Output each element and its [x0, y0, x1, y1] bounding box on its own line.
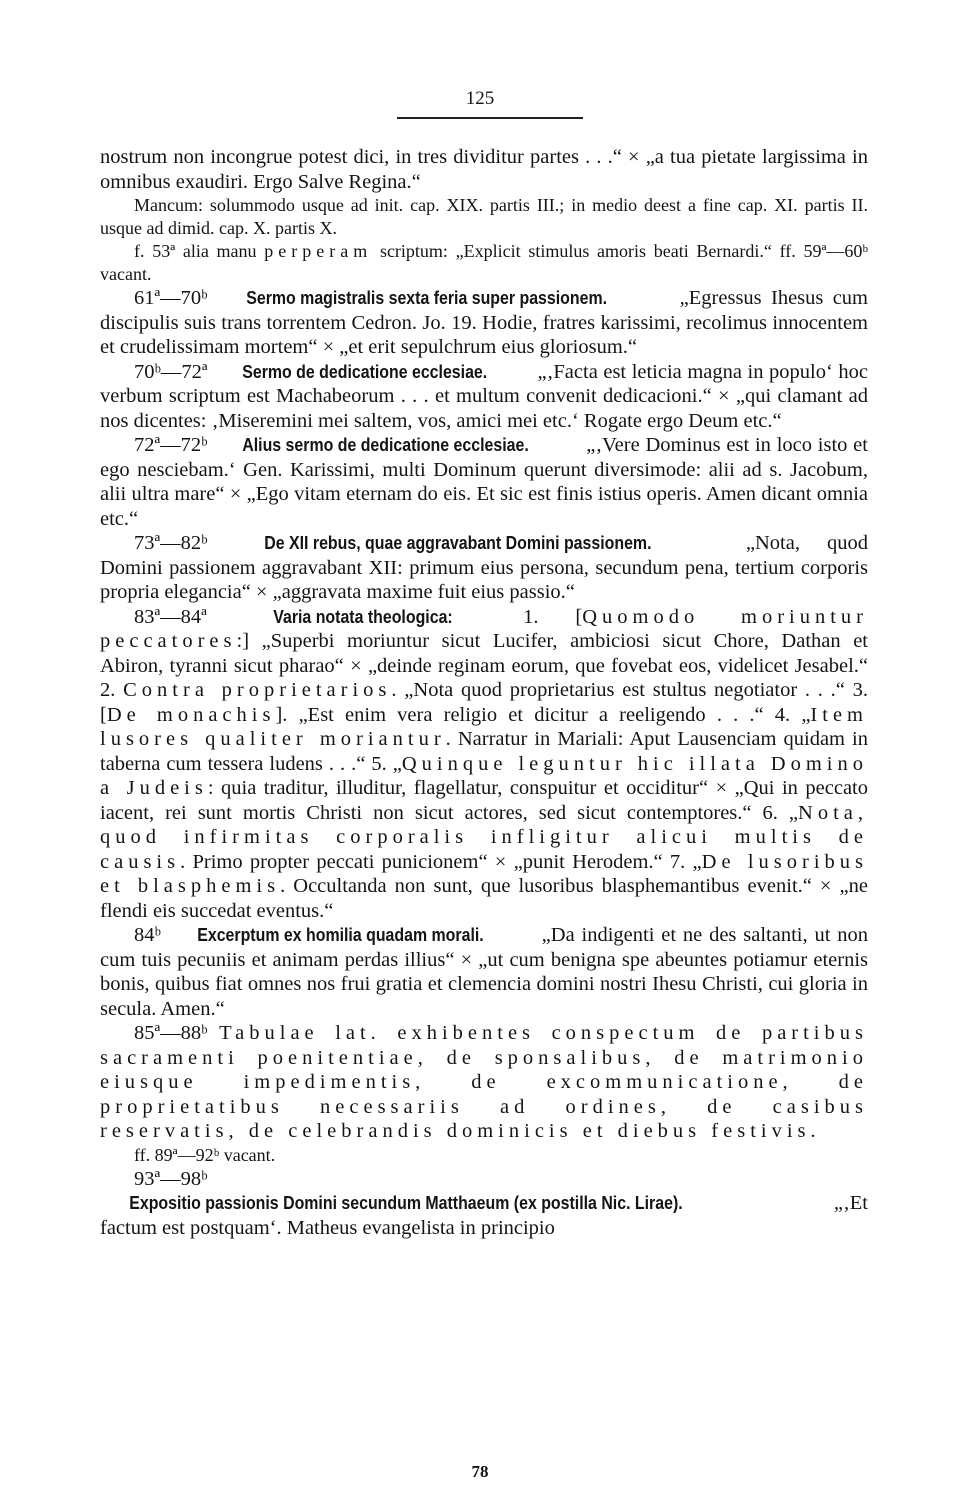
text-segment: . „Nota quod proprietarius est stultus negotiator . . .“ 3. [ [100, 679, 868, 726]
text-segment: „Egressus Ihesus cum discipulis suis trans torrentem Cedron. Jo. 19. Hodie, fratres karissimi, recolimus innocentem et crudelissimam mortem“ × „et erit sepulchrum eius gloriosum.“ [100, 287, 868, 358]
text-segment: 73ª—82ᵇ [134, 532, 235, 554]
text-segment: 85ª—88ᵇ [134, 1022, 220, 1044]
paragraph-p2 [100, 194, 868, 240]
text-segment: „Da indigenti et ne des saltanti, ut non cum tuis pecuniis et animam perdas illius“ × „ut cum benigna spe abeuntes potiamur eternis bonis, quibus fiat omnes nos frui gratia et clemencia domini nostri Ihesu Christi, cui gloria in secula. Amen.“ [100, 924, 868, 1020]
spaced-text: perperam [264, 241, 373, 261]
text-segment: „Nota, quod Domini passionem aggravabant XII: primum eius persona, secundum pena, tertium corporis propria elegancia“ × „aggravata maxime fuit eius passio.“ [100, 532, 868, 603]
text-segment: 83ª—84ª [134, 605, 244, 628]
text-segment: „‚Vere Dominus est in loco isto et ego nesciebam.‘ Gen. Karissimi, multi Dominum querunt diversimode: alii ad s. Jacobum, alii ultra mare“ × „Ego vitam eternam do eis. Et sic est finis istius operis. Amen dicant omnia etc.“ [100, 434, 868, 530]
paragraph-p6 [100, 433, 868, 531]
text-segment: 61ª—70ᵇ [134, 287, 217, 309]
text-segment: . [810, 1120, 816, 1142]
text-segment: 84ᵇ [134, 924, 168, 946]
text-segment: „‚Facta est leticia magna in populo‘ hoc verbum scriptum est Machabeorum . . . et multum convenit dedicacioni.“ × „qui clamant ad nos dicentes: ‚Miseremini mei saltem, vos, amici mei etc.‘ Rogate ergo Deum etc.“ [100, 360, 868, 432]
paragraph-p1 [100, 145, 868, 194]
spaced-text: Item lusores qualiter moriantur [100, 703, 868, 750]
spaced-text: De monachis [106, 703, 276, 726]
text-segment: scriptum: „Explicit stimulus amoris beati Bernardi.“ ff. 59ª—60ᵇ vacant. [100, 241, 868, 284]
spaced-text: Quomodo moriuntur peccatores [100, 605, 869, 652]
text-segment: 93ª—98ᵇ [134, 1167, 208, 1190]
text-segment: 1. [ [486, 605, 583, 628]
paragraph-p10 [100, 1021, 868, 1144]
paragraph-p7 [100, 531, 868, 605]
paragraph-p4 [100, 286, 868, 360]
text-segment: nostrum non incongrue potest dici, in tres dividitur partes . . .“ × „a tua pietate largissima in omnibus exaudiri. Ergo Salve Regina.“ [100, 146, 868, 193]
text-segment: 72ª—72ᵇ [134, 434, 214, 456]
page-number: 125 [465, 88, 495, 109]
text-segment: . Primo propter peccati punicionem“ × „punit Herodem.“ 7. „ [180, 850, 702, 873]
text-segment: „‚Et factum est postquam‘. Matheus evangelista in principio [100, 1192, 868, 1239]
entry-heading: Sermo magistralis sexta feria super passionem. [246, 287, 607, 308]
paragraph-p8 [100, 605, 868, 924]
entry-heading: Expositio passionis Domini secundum Matthaeum (ex postilla Nic. Lirae). [129, 1192, 683, 1213]
text-segment: 70ᵇ—72ª [134, 360, 214, 383]
header-rule [397, 117, 583, 119]
text-segment: . Narratur in Mariali: Aput Lausenciam quidam in taberna cum tessera ludens . . .“ 5. „ [100, 728, 869, 775]
entry-heading: Excerptum ex homilia quadam morali. [196, 924, 484, 945]
text-segment: f. 53ª alia manu [134, 241, 265, 261]
footer-number: 78 [471, 1462, 489, 1481]
text-segment: :] „Superbi moriuntur sicut Lucifer, ambiciosi sicut Chore, Dathan et Abiron, tyranni sicut pharao“ × „deinde reginam eorum, que fovebat eos, videlicet Jesabel.“ 2. [100, 630, 868, 701]
spaced-text: Quinque leguntur hic illata Domino a Judeis [100, 752, 868, 799]
spaced-text: Contra proprietarios [123, 679, 392, 701]
text-segment: Mancum: solummodo usque ad init. cap. XIX. partis III.; in medio deest a fine cap. XI. partis II. usque ad dimid. cap. X. partis X. [100, 195, 868, 238]
paragraph-p12 [100, 1167, 868, 1241]
paragraph-p9 [100, 923, 868, 1021]
entry-heading: Sermo de dedicatione ecclesiae. [242, 360, 488, 382]
spaced-text: Nota, quod infirmitas corporalis infligitur alicui multis de causis [100, 801, 868, 873]
text-segment: : quia traditur, illuditur, flagellatur, conspuitur et occiditur“ × „Qui in peccato iacent, rei sunt mortis Christi non sicut actores, sed sicut contemptores.“ 6. „ [100, 777, 868, 824]
paragraph-p11 [100, 1144, 868, 1167]
entry-heading: Varia notata theologica: [272, 605, 453, 627]
entry-heading: De XII rebus, quae aggravabant Domini passionem. [263, 532, 652, 553]
entry-heading: Alius sermo de dedicatione ecclesiae. [242, 434, 530, 455]
paragraph-p3 [100, 240, 868, 286]
spaced-text: De lusoribus et blasphemis [100, 850, 869, 897]
text-segment: ff. 89ª—92ᵇ vacant. [134, 1144, 276, 1165]
spaced-text: Tabulae lat. exhibentes conspectum de partibus sacramenti poenitentiae, de sponsalibus, de matrimonio eiusque impedimentis, de excommunicatione, de proprietatibus necessariis ad ordines, de casibus reservatis, de celebrandis dominicis et diebus festivis [100, 1022, 868, 1142]
body-text [100, 145, 868, 1240]
text-segment: . Occultanda non sunt, que lusoribus blasphemantibus evenit.“ × „ne flendi eis succedat eventus.“ [100, 875, 868, 922]
text-segment: ]. „Est enim vera religio et dicitur a reeligendo . . .“ 4. „ [275, 703, 811, 726]
paragraph-p5 [100, 360, 868, 434]
